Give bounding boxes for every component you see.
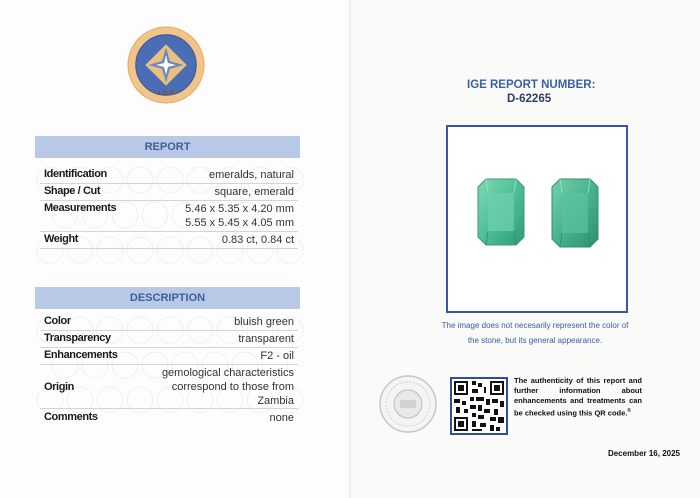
emerald-stone-icon xyxy=(478,179,524,245)
measurement-stone-1: 5.46 x 5.35 x 4.20 mm xyxy=(185,203,294,215)
origin-line-2: correspond to those from xyxy=(171,381,294,393)
row-value: square, emerald xyxy=(214,186,294,198)
measurement-stone-2: 5.55 x 5.45 x 4.05 mm xyxy=(185,217,294,229)
row-value: none xyxy=(269,412,294,424)
row-label: Origin xyxy=(44,381,74,393)
row-label: Comments xyxy=(44,411,98,423)
emerald-stones-image xyxy=(448,127,626,311)
qr-code-icon[interactable] xyxy=(450,377,508,435)
seal-icon xyxy=(378,374,438,434)
divider xyxy=(40,408,298,409)
row-value: F2 - oil xyxy=(260,350,294,362)
emerald-stone-icon xyxy=(552,179,598,247)
row-value xyxy=(162,366,294,408)
logo-letters: I G E xyxy=(158,90,174,98)
row-value: emeralds, natural xyxy=(209,169,294,181)
row-label: Identification xyxy=(44,168,107,180)
report-number-value: D-62265 xyxy=(507,93,552,105)
divider xyxy=(40,330,298,331)
row-label: Shape / Cut xyxy=(44,185,101,197)
report-number-heading xyxy=(440,78,630,106)
row-label: Measurements xyxy=(44,202,117,214)
description-section-header: DESCRIPTION xyxy=(35,287,300,309)
report-section-header: REPORT xyxy=(35,136,300,158)
row-value: bluish green xyxy=(234,316,294,328)
divider xyxy=(40,231,298,232)
caption-line-1: The image does not necesarily represent the color of xyxy=(441,321,629,330)
row-value: 0.83 ct, 0.84 ct xyxy=(221,234,294,246)
authenticity-text: The authenticity of this report and further information about enhancements and treatments can be checked using this QR code. xyxy=(514,376,642,418)
origin-line-3: Zambia xyxy=(257,395,294,407)
page-fold xyxy=(349,0,351,498)
report-date: December 16, 2025 xyxy=(607,449,680,458)
row-label: Transparency xyxy=(44,332,111,344)
divider xyxy=(40,364,298,365)
ige-logo-icon xyxy=(127,26,205,104)
image-disclaimer xyxy=(420,318,650,348)
divider xyxy=(40,200,298,201)
divider xyxy=(40,183,298,184)
row-label: Color xyxy=(44,315,71,327)
origin-line-1: gemological characteristics xyxy=(161,367,294,379)
caption-line-2: the stone, but its general appearance. xyxy=(467,336,603,345)
stone-photo-frame xyxy=(446,125,628,313)
row-label: Enhancements xyxy=(44,349,118,361)
divider xyxy=(40,347,298,348)
row-value: transparent xyxy=(238,333,294,345)
row-label: Weight xyxy=(44,233,79,245)
authenticity-note xyxy=(514,376,642,419)
row-value xyxy=(185,202,294,230)
registered-mark: ® xyxy=(627,408,632,414)
report-number-title: IGE REPORT NUMBER: xyxy=(467,79,596,91)
divider xyxy=(40,248,298,249)
